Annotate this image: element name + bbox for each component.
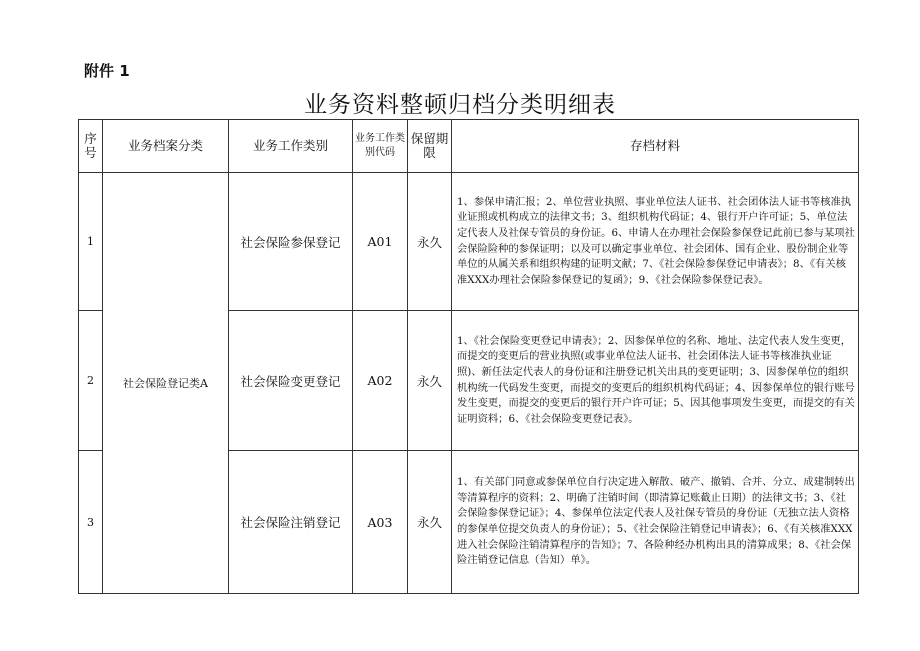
classification-table	[78, 119, 859, 594]
retention-cell: 永久	[408, 451, 452, 594]
header-category: 业务档案分类	[103, 120, 229, 173]
work-type-cell: 社会保险注销登记	[229, 451, 353, 594]
page-title: 业务资料整顿归档分类明细表	[304, 92, 616, 118]
header-seq: 序号	[79, 120, 103, 173]
table-row	[79, 173, 859, 311]
row-seq: 1	[79, 173, 103, 311]
attachment-label: 附件 1	[84, 62, 130, 80]
materials-cell: 1、有关部门同意或参保单位自行决定进入解散、破产、撤销、合并、分立、成建制转出等清算程序的资料；2、明确了注销时间（即清算记账截止日期）的法律文书；3、《社会保险参保登记证》；4、参保单位法定代表人及社保专管员的身份证（无独立法人资格的参保单位提交负责人的身份证）；5、《社会保险注销登记申请表》；6、《有关核准XXX进入社会保险注销清算程序的告知》；7、各险种经办机构出具的清算成果；8、《社会保险注销登记信息（告知）单》。	[452, 451, 859, 594]
retention-cell: 永久	[408, 311, 452, 451]
materials-cell: 1、《社会保险变更登记申请表》；2、因参保单位的名称、地址、法定代表人发生变更，而提交的变更后的营业执照(或事业单位法人证书、社会团体法人证书等核准执业证照)、新任法定代表人的身份证和注册登记机关出具的变更证明；3、因参保单位的组织机构统一代码发生变更，而提交的变更后的组织机构代码证；4、因参保单位的银行账号发生变更，而提交的变更后的银行开户许可证；5、因其他事项发生变更，而提交的有关证明资料；6、《社会保险变更登记表》。	[452, 311, 859, 451]
row-seq: 2	[79, 311, 103, 451]
code-cell: A02	[353, 311, 408, 451]
code-cell: A01	[353, 173, 408, 311]
header-work-type: 业务工作类别	[229, 120, 353, 173]
header-retention: 保留期限	[408, 120, 452, 173]
work-type-cell: 社会保险参保登记	[229, 173, 353, 311]
code-cell: A03	[353, 451, 408, 594]
work-type-cell: 社会保险变更登记	[229, 311, 353, 451]
header-materials: 存档材料	[452, 120, 859, 173]
table-header-row	[79, 120, 859, 173]
row-seq: 3	[79, 451, 103, 594]
category-cell: 社会保险登记类A	[103, 173, 229, 594]
header-code: 业务工作类别代码	[353, 120, 408, 173]
materials-cell: 1、参保申请汇报；2、单位营业执照、事业单位法人证书、社会团体法人证书等核准执业证照或机构成立的法律文书；3、组织机构代码证；4、银行开户许可证；5、单位法定代表人及社保专管员的身份证。6、申请人在办理社会保险参保登记此前已参与某项社会保险险种的参保证明；以及可以确定事业单位、社会团体、国有企业、股份制企业等单位的从属关系和组织构建的证明文献；7、《社会保险参保登记申请表》；8、《有关核准XXX办理社会保险参保登记的复函》；9、《社会保险参保登记表》。	[452, 173, 859, 311]
retention-cell: 永久	[408, 173, 452, 311]
